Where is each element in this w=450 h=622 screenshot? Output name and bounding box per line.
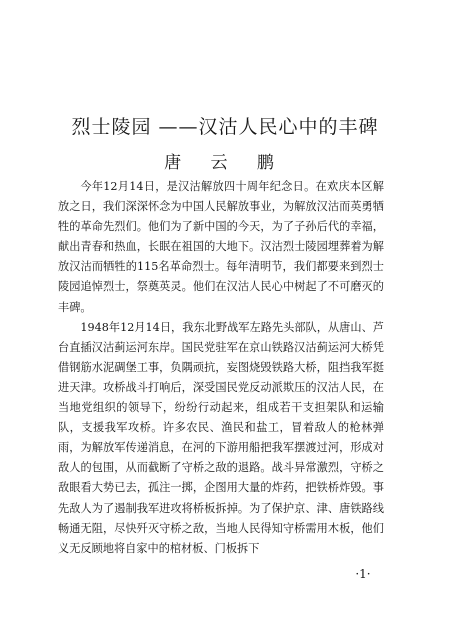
paragraph: 1948年12月14日，我东北野战军左路先头部队，从唐山、芦台直插汉沽蓟运河东岸。国民党驻军在京山铁路汉沽蓟运河大桥凭借钢筋水泥碉堡工事，负隅顽抗，妄图烧毁铁路大桥，阻挡我军挺进天津。攻桥战斗打响后，深受国民党反动派欺压的汉沽人民，在当地党组织的领导下，纷纷行动起来，组成若干支担架队和运输队，支援我军攻桥。许多农民、渔民和盐工，冒着敌人的枪林弹雨，为解放军传递消息，在河的下游用船把我军摆渡过河，形成对敌人的包围，从而截断了守桥之敌的退路。战斗异常激烈，守桥之敌眼看大势已去，孤注一掷，企图用大量的炸药，把铁桥炸毁。事先敌人为了遏制我军进攻将桥板拆掉。为了保护京、津、唐铁路线畅通无阻，尽快歼灭守桥之敌，当地人民得知守桥需用木板，他们义无反顾地将自家中的棺材板、门板拆下: [58, 320, 384, 555]
article-title: 烈士陵园 ——汉沽人民心中的丰碑: [71, 116, 379, 138]
article-author: 唐 云 鹏: [164, 153, 286, 173]
page-number: ·1·: [355, 567, 371, 581]
paragraph: 今年12月14日，是汉沽解放四十周年纪念日。在欢庆本区解放之日，我们深深怀念为中国人民解放事业，为解放汉沽而英勇牺牲的革命先烈们。他们为了新中国的今天，为了子孙后代的幸福，献出青春和热血，长眠在祖国的大地下。汉沽烈士陵园埋葬着为解放汉沽而牺牲的115名革命烈士。每年清明节，我们都要来到烈士陵园追悼烈士，祭奠英灵。他们在汉沽人民心中树起了不可磨灭的丰碑。: [58, 180, 384, 314]
article-body: [58, 177, 384, 559]
